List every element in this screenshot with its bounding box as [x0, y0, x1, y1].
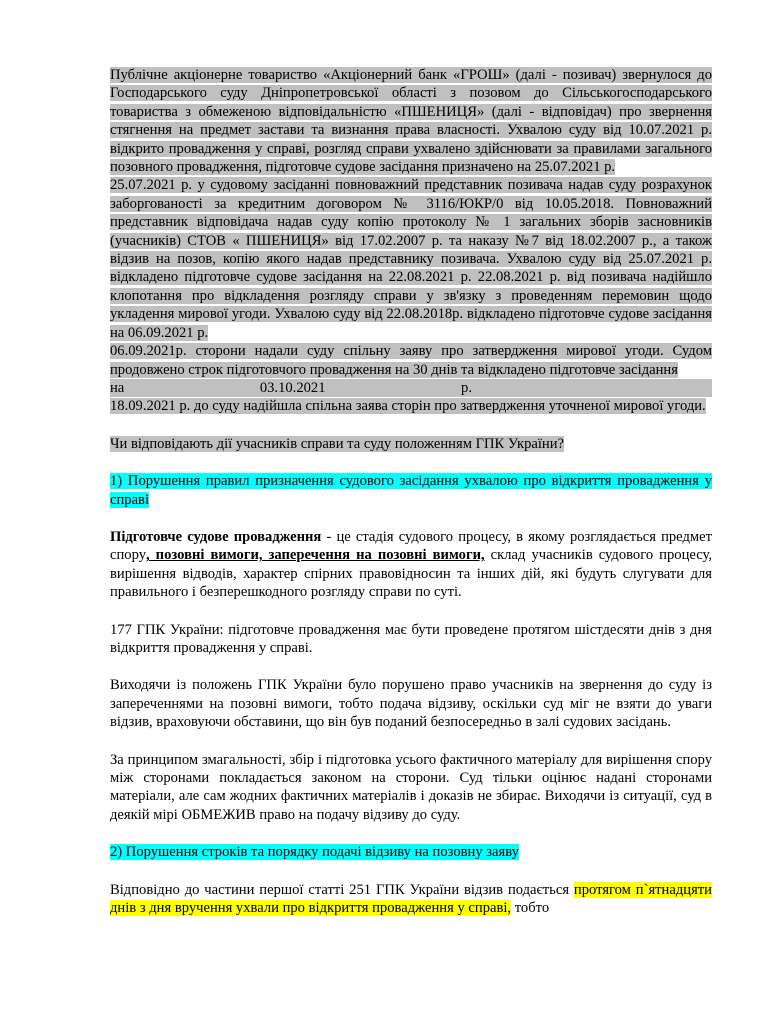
section1-heading-text: 1) Порушення правил призначення судового засідання ухвалою про відкриття провадження у справі [110, 473, 712, 508]
article-251-highlight: протягом п`ятнадцяти днів з дня вручення ухвали про відкриття провадження у справі, [110, 881, 712, 917]
prep-definition-term: Підготовче судове провадження [110, 528, 322, 545]
article-251-paragraph [110, 881, 712, 918]
case-facts-paragraph-2 [110, 176, 712, 342]
document-page [110, 66, 712, 917]
case-facts-date-line [110, 379, 712, 397]
section2-heading [110, 843, 712, 861]
case-facts-text-last: 18.09.2021 р. до суду надійшла спільна заява сторін про затвердження уточненої мирової угоди. [110, 398, 706, 415]
prep-definition-part1: - це стадія судового процесу, в якому розглядається предмет спору [110, 528, 712, 564]
article-251-part2: тобто [511, 900, 550, 917]
date-line-word: на [110, 379, 125, 396]
article-251-part1: Відповідно до частини першої статті 251 ГПК України відзив подається [110, 881, 574, 898]
prep-definition-emphasis: , позовні вимоги, заперечення на позовні вимоги, [146, 547, 485, 564]
section2-heading-text: 2) Порушення строків та порядку подачі відзиву на позовну заяву [110, 844, 519, 861]
case-facts-paragraph-last [110, 397, 712, 415]
case-facts-paragraph-3 [110, 342, 712, 379]
violation-paragraph: Виходячи із положень ГПК України було порушено право учасників на звернення до суду із запереченнями на позовні вимоги, тобто подача відзиву, оскільки суд міг не взяти до уваги відзив, враховуючи обставини, що він був поданий безпосередньо в залі судових засідань. [110, 677, 712, 731]
case-facts-paragraph-1 [110, 66, 712, 176]
date-line-date: 03.10.2021 [259, 379, 326, 396]
prep-definition-part2: склад учасників судового процесу, вирішення відводів, характер спірних правовідносин та інших дій, які будуть слугувати для правильного і безперешкодного розгляду справи по суті. [110, 547, 712, 601]
question-paragraph [110, 435, 712, 453]
section1-heading [110, 472, 712, 509]
adversarial-paragraph: За принципом змагальності, збір і підготовка усього фактичного матеріалу для вирішення спору між сторонами покладається законом на сторони. Суд тільки оцінює надані сторонами матеріали, але сам жодних фактичних матеріалів і доказів не збирає. Виходячи із ситуації, суд в деякій мірі ОБМЕЖИВ право на подачу відзиву до суду. [110, 751, 712, 823]
case-facts-text-3: 06.09.2021р. сторони надали суду спільну заяву про затвердження мирової угоди. Судом продовжено строк підготовчого провадження на 30 днів та відкладено підготовче засідання [110, 343, 712, 378]
question-text: Чи відповідають дії учасників справи та суду положенням ГПК України? [110, 435, 565, 452]
article-177-paragraph: 177 ГПК України: підготовче провадження має бути проведене протягом шістдесяти днів з дня відкриття провадження у справі. [110, 621, 712, 656]
case-facts-text-1: Публічне акціонерне товариство «Акціонерний банк «ГРОШ» (далі - позивач) звернулося до Господарського суду Дніпропетровської області з позовом до Сільськогосподарського товариства з обмеженою відповідальністю «ПШЕНИЦЯ» (далі - відповідач) про звернення стягнення на предмет застави та визнання права власності. Ухвалою суду від 10.07.2021 р. відкрито провадження у справі, розгляд справи ухвалено здійснювати за правилами загального позовного провадження, підготовче судове засідання призначено на 25.07.2021 р. [110, 67, 712, 176]
prep-definition-paragraph [110, 528, 712, 602]
case-facts-text-2: 25.07.2021 р. у судовому засіданні повноважний представник позивача надав суду розрахунок заборгованості за кредитним договором № 3116/ЮКР/0 від 10.05.2018. Повноважний представник відповідача надав суду копію протоколу № 1 загальних зборів засновників (учасників) СТОВ « ПШЕНИЦЯ» від 17.02.2007 р. та наказу №7 від 18.02.2007 р., а також відзив на позов, копію якого надав представнику позивача. Ухвалою суду від 25.07.2021 р. відкладено підготовче судове засідання на 22.08.2021 р. 22.08.2021 р. від позивача надійшло клопотання про відкладення розгляду справи у зв'язку з проведенням перемовин щодо укладення мирової угоди. Ухвалою суду від 22.08.2018р. відкладено підготовче судове засідання на 06.09.2021 р. [110, 177, 712, 341]
date-line-suffix: р. [461, 379, 472, 396]
